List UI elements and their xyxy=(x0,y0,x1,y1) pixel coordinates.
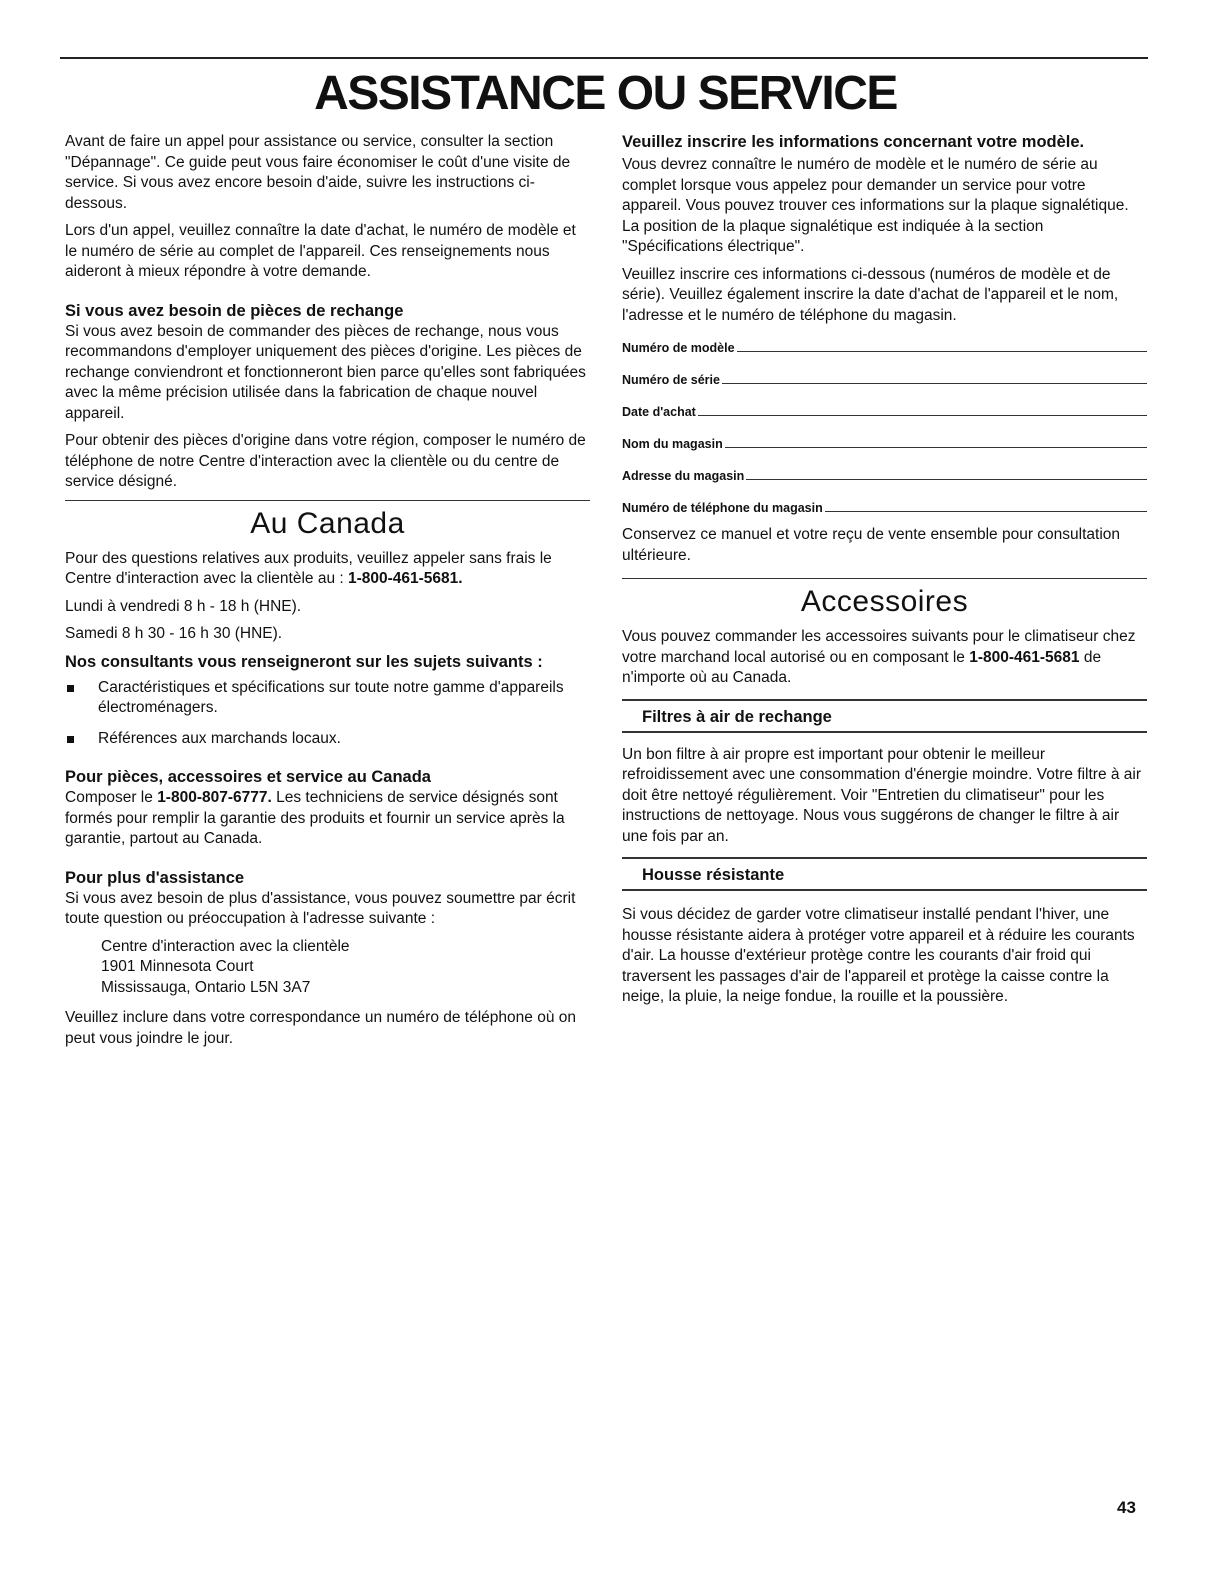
parts-paragraph-2: Pour obtenir des pièces d'origine dans votre région, composer le numéro de téléphone de notre Centre d'interaction avec la clientèle ou du centre de service désigné. xyxy=(65,432,586,490)
field-line xyxy=(746,479,1147,480)
canada-paragraph xyxy=(65,549,590,590)
model-paragraph-2: Veuillez inscrire ces informations ci-dessous (numéros de modèle et de série). Veuillez également inscrire la date d'achat de l'appareil et le nom, l'adresse et le numéro de téléphone du magasin. xyxy=(622,265,1119,324)
service-text-pre: Composer le xyxy=(65,789,158,806)
page-number: 43 xyxy=(1117,1498,1136,1517)
address-line: Centre d'interaction avec la clientèle xyxy=(101,937,350,955)
section-divider xyxy=(65,500,590,501)
filters-paragraph: Un bon filtre à air propre est important pour obtenir le meilleur refroidissement avec une consommation d'énergie moindre. Votre filtre à air doit être nettoyé régulièrement. Voir "Entretien du climatiseur" pour les instructions de nettoyage. Nous vous suggérons de changer le filtre à air une fois par an. xyxy=(622,745,1142,845)
service-text-post: Les techniciens de service désignés sont formés pour remplir la garantie des produits et fournir un service après la garantie, partout au Canada. xyxy=(65,789,565,847)
accessories-phone: 1-800-461-5681 xyxy=(969,648,1080,666)
field-label: Date d'achat xyxy=(622,405,696,419)
left-column xyxy=(65,132,590,1056)
serial-number-field[interactable] xyxy=(622,365,1147,387)
top-rule xyxy=(60,57,1148,59)
parts-heading: Si vous avez besoin de pièces de rechange xyxy=(65,301,404,320)
cover-paragraph: Si vous décidez de garder votre climatiseur installé pendant l'hiver, une housse résistante aidera à protéger votre appareil et à réduire les courants d'air. La housse d'extérieur protège contre les courants d'air froid qui traversent les passages d'air de l'appareil et protège la caisse contre la neige, la pluie, la neige fondue, la rouille et la poussière. xyxy=(622,906,1135,1005)
page-title: ASSISTANCE OU SERVICE xyxy=(314,67,897,120)
field-line xyxy=(722,383,1147,384)
topics-list xyxy=(65,678,590,750)
service-phone: 1-800-807-6777. xyxy=(157,789,272,806)
field-label: Numéro de série xyxy=(622,373,720,387)
field-line xyxy=(698,415,1147,416)
canada-title: Au Canada xyxy=(250,506,405,540)
field-label: Numéro de téléphone du magasin xyxy=(622,501,823,515)
model-number-field[interactable] xyxy=(622,333,1147,355)
intro-paragraph-2: Lors d'un appel, veuillez connaître la date d'achat, le numéro de modèle et le numéro de série au complet de l'appareil. Ces renseignements nous aideront à mieux répondre à votre demande. xyxy=(65,222,576,280)
address-line: 1901 Minnesota Court xyxy=(101,958,254,975)
accessories-paragraph xyxy=(622,627,1147,689)
parts-paragraph-1: Si vous avez besoin de commander des pièces de rechange, nous vous recommandons d'employer uniquement des pièces d'origine. Les pièces de rechange conviendront et fonctionneront bien parce qu'elles sont fabriquées avec la même précision utilisée dans la fabrication de chaque nouvel appareil. xyxy=(65,322,586,422)
more-assistance-paragraph: Si vous avez besoin de plus d'assistance, vous pouvez soumettre par écrit toute question ou préoccupation à l'adresse suivante : xyxy=(65,889,576,927)
field-line xyxy=(825,511,1147,512)
consultants-heading: Nos consultants vous renseigneront sur les sujets suivants : xyxy=(65,652,543,671)
purchase-date-field[interactable] xyxy=(622,397,1147,419)
more-assistance-heading: Pour plus d'assistance xyxy=(65,868,245,887)
mailing-address xyxy=(101,937,590,999)
list-item-text: Caractéristiques et spécifications sur toute notre gamme d'appareils électroménagers. xyxy=(98,678,564,716)
store-address-field[interactable] xyxy=(622,461,1147,483)
intro-paragraph-1: Avant de faire un appel pour assistance ou service, consulter la section "Dépannage". Ce guide peut vous faire économiser le coût d'une visite de service. Si vous avez encore besoin d'aide, suivre les instructions ci-dessous. xyxy=(65,133,571,212)
field-label: Nom du magasin xyxy=(622,437,723,451)
cover-heading: Housse résistante xyxy=(622,857,1147,891)
record-form xyxy=(622,333,1147,515)
canada-text: Pour des questions relatives aux produits, veuillez appeler sans frais le Centre d'interaction avec la clientèle au : xyxy=(65,549,552,587)
filters-heading: Filtres à air de rechange xyxy=(622,699,1147,733)
model-paragraph-1: Vous devrez connaître le numéro de modèle et le numéro de série au complet lorsque vous appelez pour demander un service pour votre appareil. Vous pouvez trouver ces informations sur la plaque signalétique. La position de la plaque signalétique est indiquée à la section "Spécifications électrique". xyxy=(622,156,1129,255)
hours-weekday: Lundi à vendredi 8 h - 18 h (HNE). xyxy=(65,597,302,615)
list-item xyxy=(65,729,590,750)
accessories-text-pre: Vous pouvez commander les accessoires suivants pour le climatiseur chez votre marchand local autorisé ou en composant le xyxy=(622,628,1136,666)
accessories-title: Accessoires xyxy=(800,585,969,618)
list-item xyxy=(65,678,590,719)
field-label: Numéro de modèle xyxy=(622,341,735,355)
right-column xyxy=(622,132,1147,1015)
bullet-icon xyxy=(67,685,74,692)
canada-phone: 1-800-461-5681. xyxy=(347,570,463,587)
bullet-icon xyxy=(67,736,74,743)
address-line: Mississauga, Ontario L5N 3A7 xyxy=(101,978,311,996)
store-phone-field[interactable] xyxy=(622,493,1147,515)
section-divider xyxy=(622,578,1147,579)
accessories-text-post: de n'importe où au Canada. xyxy=(622,648,1102,686)
hours-saturday: Samedi 8 h 30 - 16 h 30 (HNE). xyxy=(65,625,283,642)
closing-paragraph: Veuillez inclure dans votre correspondance un numéro de téléphone où on peut vous joindre le jour. xyxy=(65,1009,576,1047)
model-info-heading: Veuillez inscrire les informations concernant votre modèle. xyxy=(622,133,1085,151)
field-label: Adresse du magasin xyxy=(622,469,745,483)
field-line xyxy=(737,351,1147,352)
store-name-field[interactable] xyxy=(622,429,1147,451)
service-heading: Pour pièces, accessoires et service au Canada xyxy=(65,768,431,786)
field-line xyxy=(725,447,1147,448)
keep-manual-paragraph: Conservez ce manuel et votre reçu de vente ensemble pour consultation ultérieure. xyxy=(622,526,1121,564)
service-paragraph xyxy=(65,788,590,850)
list-item-text: Références aux marchands locaux. xyxy=(98,729,341,747)
